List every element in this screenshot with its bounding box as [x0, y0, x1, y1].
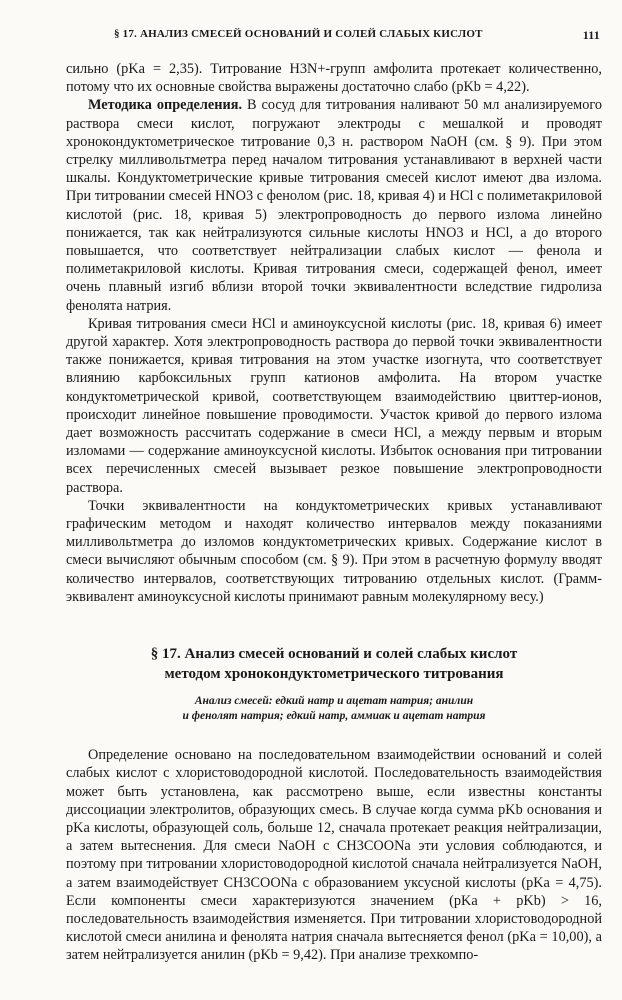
page-number: 111 — [582, 28, 600, 42]
running-title: § 17. АНАЛИЗ СМЕСЕЙ ОСНОВАНИЙ И СОЛЕЙ СЛАБЫХ КИСЛОТ — [114, 28, 483, 40]
paragraph-continuation: сильно (pKa = 2,35). Титрование H3N+-групп амфолита протекает количественно, потому что их основные свойства выражены достаточно слабо (pKb = 4,22). — [66, 61, 602, 96]
section-subtitle-line1: Анализ смесей: едкий натр и ацетат натрия; анилин — [194, 695, 474, 708]
paragraph-equivalence: Точки эквивалентности на кондуктометрических кривых устанавливают графическим методом и находят количество интервалов между показаниями милливольтметра до изломов кондуктометрических кривых. Содержание кислот в смеси вычисляют обычным способом (см. § 9). При этом в расчетную формулу вводят количество интервалов, соответствующих титрованию отдельных кислот. (Грамм-эквивалент аминоуксусной кислоты принимают равным молекулярному весу.) — [66, 497, 602, 605]
paragraph-method — [66, 96, 602, 314]
section-subtitle-line2: и фенолят натрия; едкий натр, аммиак и ацетат натрия — [182, 710, 486, 723]
page-body — [66, 60, 602, 965]
method-text: В сосуд для титрования наливают 50 мл анализируемого раствора смеси кислот, погружают электроды с мешалкой и проводят хронокондуктометрическое титрование 0,3 н. раствором NaOH (см. § 9). При этом стрелку милливольтметра перед началом титрования устанавливают в верхней части шкалы. Кондуктометрические кривые титрования смесей кислот имеют два излома. При титровании смесей HNO3 с фенолом (рис. 18, кривая 4) и HCl с полиметакриловой кислотой (рис. 18, кривая 5) электропроводность до первого излома линейно понижается, так как нейтрализуются сильные кислоты HNO3 и HCl, а до второго повышается, что соответствует нейтрализации слабых кислот — фенола и полиметакриловой кислоты. Кривая титрования смеси, содержащей фенол, имеет очень плавный изгиб вблизи второй точки эквивалентности вследствие гидролиза фенолята натрия. — [66, 97, 602, 314]
paragraph-curve: Кривая титрования смеси HCl и аминоуксусной кислоты (рис. 18, кривая 6) имеет другой характер. Хотя электропроводность раствора до первой точки эквивалентности также понижается, кривая титрования на этом участке изогнута, что соответствует влиянию карбоксильных групп катионов амфолита. На втором участке кондуктометрической кривой, соответствующем взаимодействию цвиттер-ионов, происходит линейное повышение проводимости. Участок кривой до первого излома дает возможность рассчитать содержание в смеси HCl, а между первым и вторым изломами — содержание аминоуксусной кислоты. Избыток основания при титровании всех перечисленных смесей вызывает резкое повышение электропроводности раствора. — [66, 315, 602, 496]
section-title-line2: методом хронокондуктометрического титрования — [164, 666, 504, 683]
section-title-line1: § 17. Анализ смесей оснований и солей слабых кислот — [150, 646, 518, 663]
method-heading: Методика определения. — [88, 97, 243, 114]
section-title — [66, 644, 602, 684]
section-subtitle — [66, 694, 602, 724]
paragraph-definition: Определение основано на последовательном взаимодействии оснований и солей слабых кислот с хлористоводородной кислотой. Последовательность взаимодействия может быть установлена, как рассмотрено выше, если известны константы диссоциации электролитов, образующих смесь. В случае когда сумма pKb основания и pKa кислоты, образующей соль, больше 12, сначала протекает реакция нейтрализации, а затем вытеснения. Для смеси NaOH с CH3COONa эти условия соблюдаются, и поэтому при титровании хлористоводородной кислотой сначала нейтрализуется NaOH, а затем взаимодействует CH3COONa с образованием уксусной кислоты (pKa = 4,75). Если компоненты смеси характеризуются значением (pKa + pKb) > 16, последовательность взаимодействия изменяется. При титровании хлористоводородной кислотой смеси анилина и фенолята натрия сначала вытесняется фенол (pKa = 10,00), а затем нейтрализуется анилин (pKb = 9,42). При анализе трехкомпо- — [66, 747, 602, 964]
